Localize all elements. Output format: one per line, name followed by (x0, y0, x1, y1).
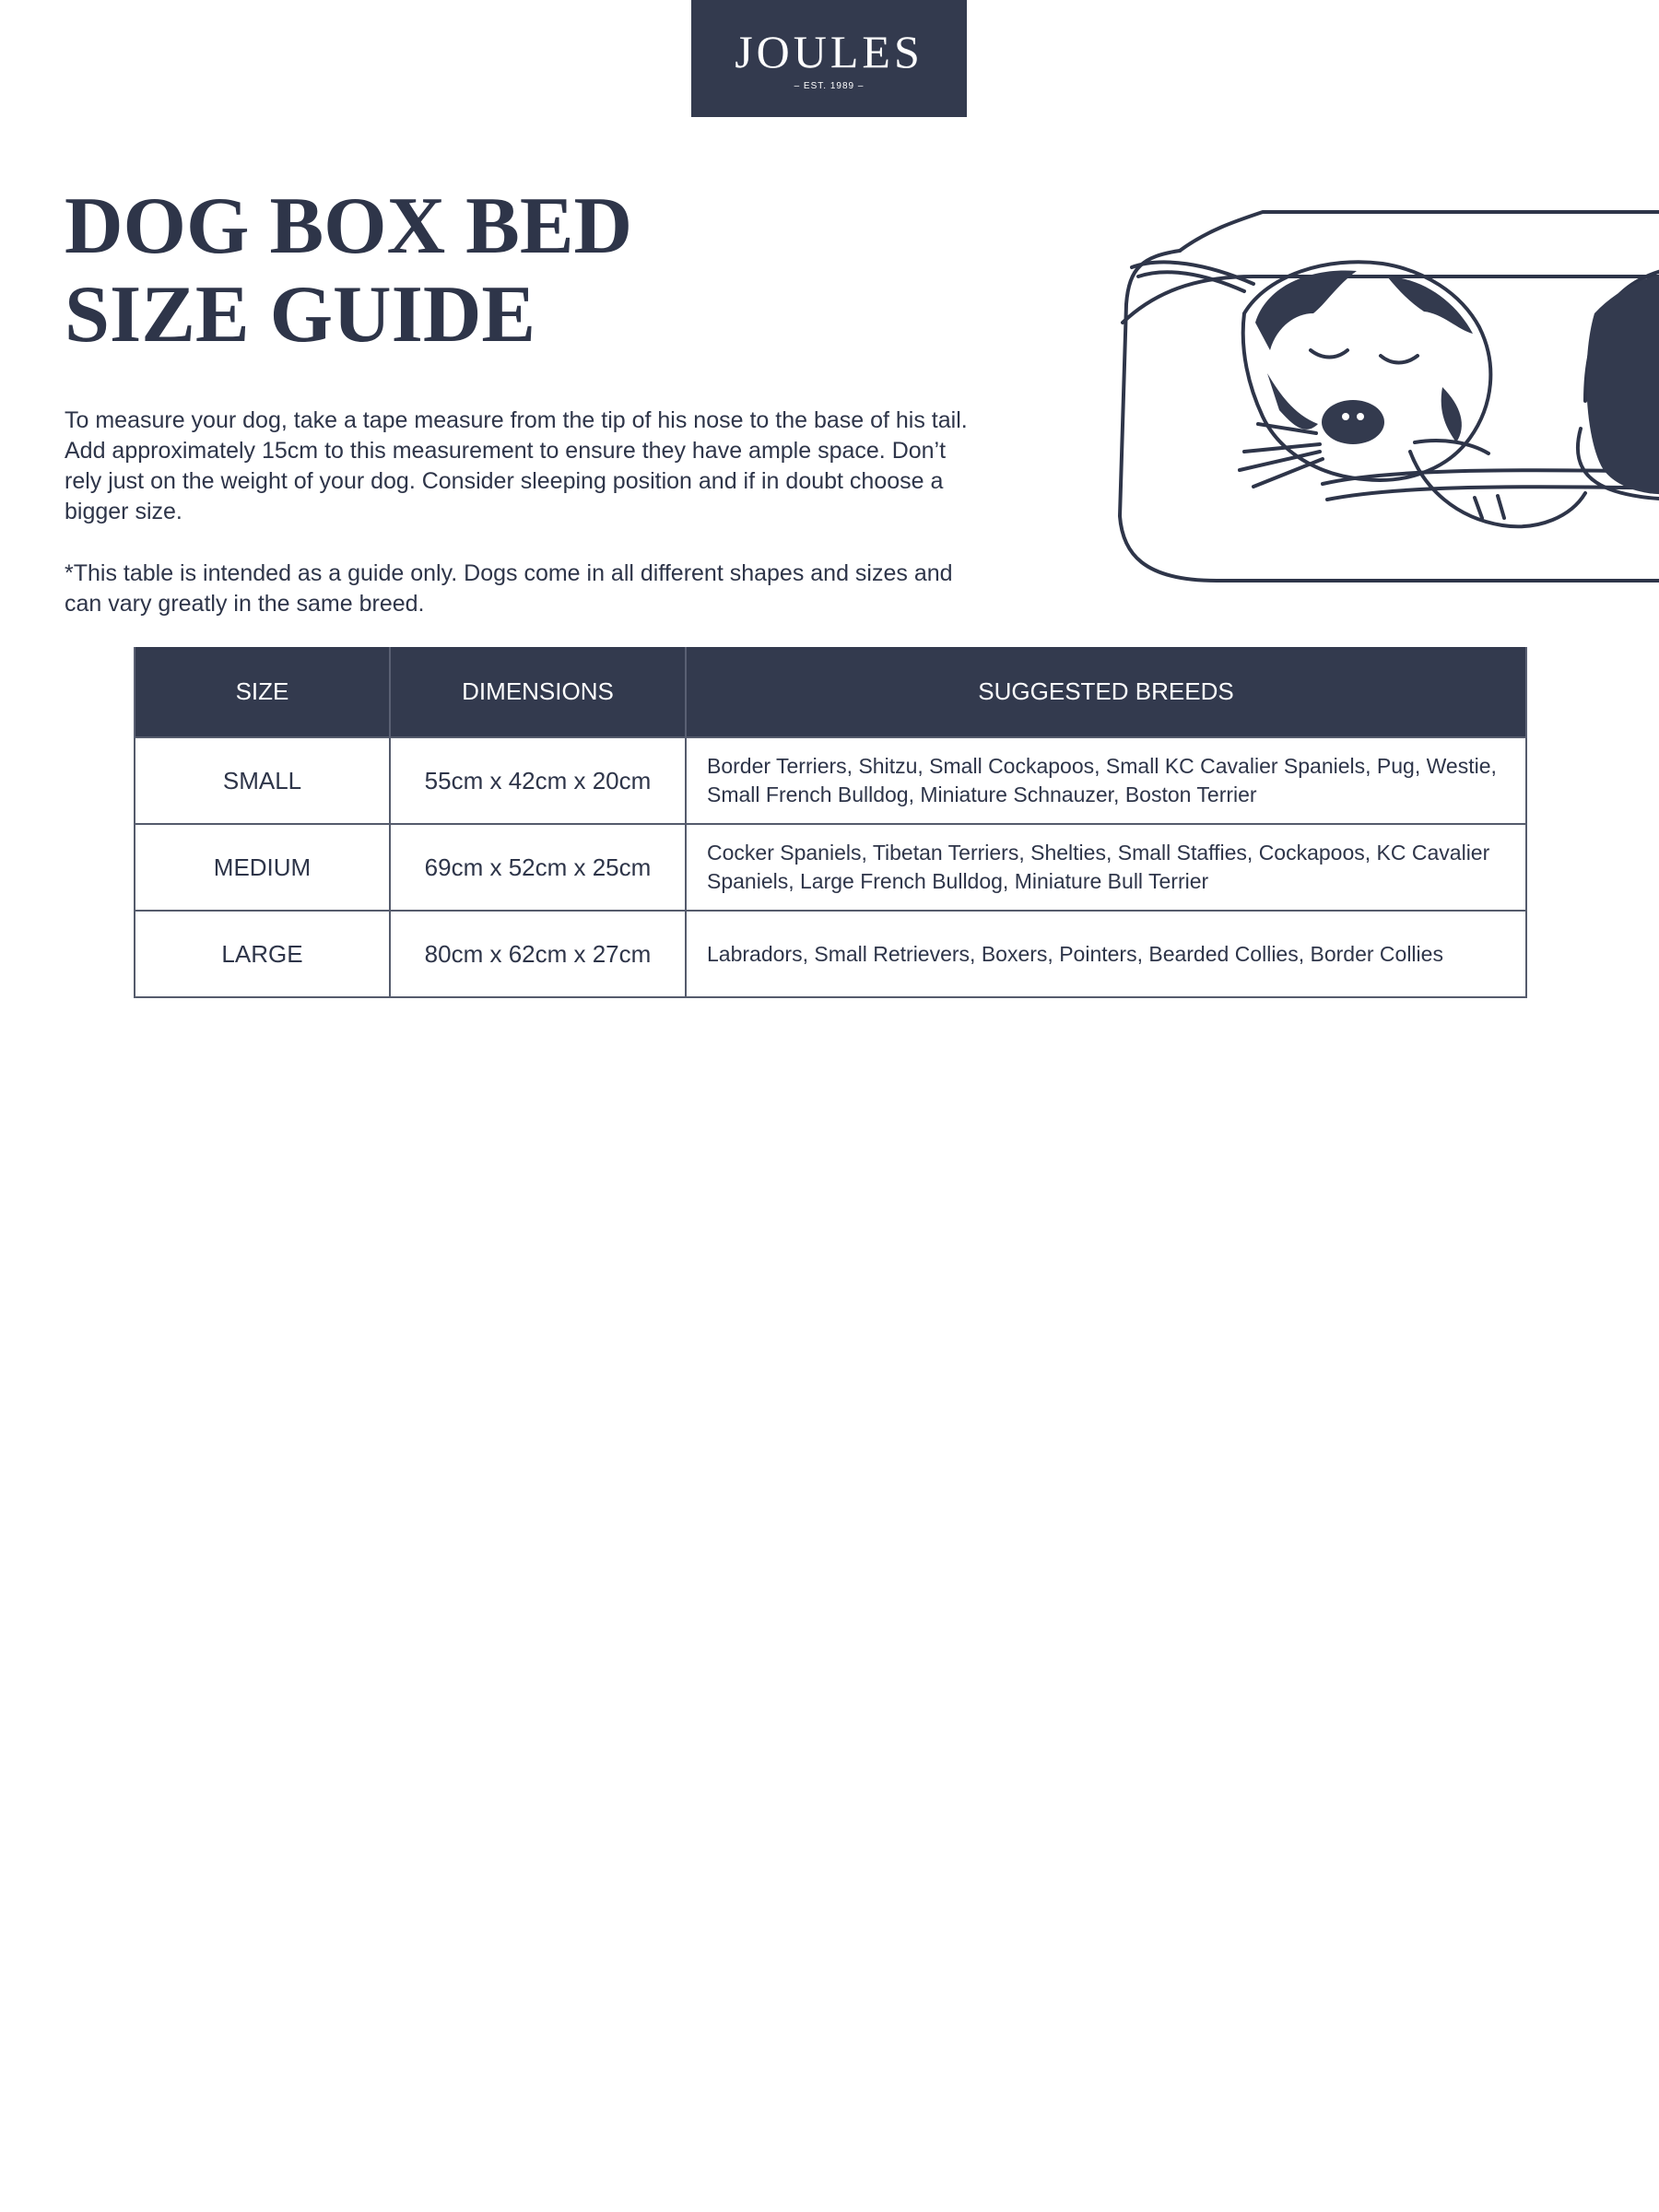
table-row (135, 824, 1526, 911)
page-title-line-1: DOG BOX BED (65, 182, 633, 271)
size-cell: LARGE (135, 911, 390, 997)
header-suggested-breeds: SUGGESTED BREEDS (686, 647, 1526, 737)
dimensions-cell: 80cm x 62cm x 27cm (390, 911, 686, 997)
page-title (65, 182, 632, 359)
table-row (135, 737, 1526, 824)
sleeping-dog-illustration (1106, 175, 1659, 608)
header-dimensions: DIMENSIONS (390, 647, 686, 737)
breeds-cell: Cocker Spaniels, Tibetan Terriers, Shelties, Small Staffies, Cockapoos, KC Cavalier Spaniels, Large French Bulldog, Miniature Bull Terrier (686, 824, 1526, 911)
breeds-cell: Labradors, Small Retrievers, Boxers, Pointers, Bearded Collies, Border Collies (686, 911, 1526, 997)
measuring-instructions: To measure your dog, take a tape measure from the tip of his nose to the base of his tail. Add approximately 15cm to this measurement to ensure they have ample space. Don’t rely just on the weight of your dog. Consider sleeping position and if in doubt choose a bigger size. (65, 407, 968, 524)
page-title-line-2: SIZE GUIDE (65, 270, 536, 359)
brand-logo (691, 0, 967, 117)
table-row (135, 911, 1526, 997)
guide-disclaimer: *This table is intended as a guide only. Dogs come in all different shapes and sizes and can vary greatly in the same breed. (65, 560, 953, 617)
dimensions-cell: 69cm x 52cm x 25cm (390, 824, 686, 911)
header-size: SIZE (135, 647, 390, 737)
size-guide-table (134, 647, 1527, 998)
brand-name: JOULES (735, 26, 924, 77)
size-cell: MEDIUM (135, 824, 390, 911)
breeds-cell: Border Terriers, Shitzu, Small Cockapoos, Small KC Cavalier Spaniels, Pug, Westie, Small French Bulldog, Miniature Schnauzer, Boston Terrier (686, 737, 1526, 824)
dimensions-cell: 55cm x 42cm x 20cm (390, 737, 686, 824)
table-header-row (135, 647, 1526, 737)
brand-established: – EST. 1989 – (794, 81, 865, 91)
size-cell: SMALL (135, 737, 390, 824)
